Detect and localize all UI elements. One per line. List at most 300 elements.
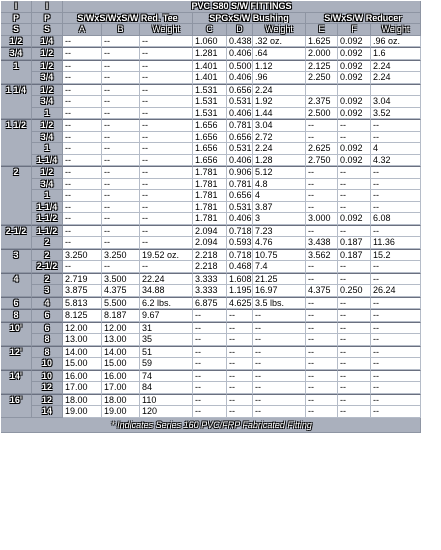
value-cell: -- bbox=[63, 36, 102, 48]
ips-outlet-cell: 1/4 bbox=[32, 36, 63, 48]
value-cell: 3.52 bbox=[371, 108, 421, 120]
value-cell: 0.656 bbox=[229, 84, 252, 95]
value-cell: 74 bbox=[140, 370, 193, 383]
value-cell: 15.2 bbox=[371, 249, 421, 262]
value-cell: -- bbox=[338, 179, 371, 191]
value-cell: -- bbox=[140, 225, 193, 238]
ips-outlet-cell: 14 bbox=[32, 406, 63, 418]
ips-outlet-cell: 2 bbox=[32, 249, 63, 262]
value-cell: 0.092 bbox=[338, 47, 371, 60]
value-cell: 0.531 bbox=[229, 96, 252, 107]
value-cell: -- bbox=[63, 237, 102, 249]
value-cell: 0.092 bbox=[338, 213, 371, 225]
value-cell: -- bbox=[63, 72, 102, 84]
ips-right-top: I bbox=[32, 1, 63, 13]
value-cell: -- bbox=[102, 225, 140, 238]
value-cell: -- bbox=[63, 155, 102, 167]
value-cell: 4.625 bbox=[229, 297, 252, 308]
value-cell: -- bbox=[306, 273, 338, 286]
value-cell bbox=[306, 84, 338, 97]
value-cell: 0.187 bbox=[338, 237, 371, 249]
value-cell bbox=[371, 84, 421, 97]
value-cell: 3.333 bbox=[193, 273, 227, 286]
value-cell: -- bbox=[63, 213, 102, 225]
value-cell: -- bbox=[306, 382, 338, 394]
value-cell: 1.401 bbox=[193, 72, 227, 84]
value-cell: 3.500 bbox=[102, 273, 140, 286]
table-row bbox=[1, 370, 421, 383]
value-cell: 0.406 bbox=[229, 48, 252, 59]
value-cell: 18.00 bbox=[102, 394, 140, 407]
value-cell: -- bbox=[227, 406, 253, 418]
ips-outlet-cell: 1/2 bbox=[32, 60, 63, 73]
ips-outlet-cell: 1 bbox=[32, 190, 63, 202]
value-cell: -- bbox=[306, 309, 338, 322]
table-row bbox=[1, 249, 421, 262]
value-cell: 3.5 lbs. bbox=[253, 297, 306, 310]
value-cell: -- bbox=[140, 47, 193, 60]
value-cell: 4.375 bbox=[102, 285, 140, 297]
value-cell: 0.656 bbox=[229, 131, 252, 142]
table-row bbox=[1, 346, 421, 359]
col-header-weight-bushing: Weight bbox=[253, 24, 306, 36]
header-row-groups bbox=[1, 13, 421, 25]
value-cell: -- bbox=[338, 394, 371, 407]
value-cell: 1.060 bbox=[193, 36, 227, 48]
value-cell: -- bbox=[63, 190, 102, 202]
value-cell: -- bbox=[193, 346, 227, 359]
ips-size-cell: 3/4 bbox=[1, 47, 32, 60]
header-row-title bbox=[1, 1, 421, 13]
value-cell: 2.24 bbox=[253, 84, 306, 97]
value-cell: 5.813 bbox=[63, 297, 102, 310]
value-cell: -- bbox=[63, 47, 102, 60]
value-cell: 17.00 bbox=[102, 382, 140, 394]
table-row bbox=[1, 394, 421, 407]
value-cell: 3.250 bbox=[102, 249, 140, 262]
value-cell: -- bbox=[371, 166, 421, 179]
value-cell: -- bbox=[140, 166, 193, 179]
ips-size-cell: 16' bbox=[1, 394, 32, 418]
value-cell: -- bbox=[102, 132, 140, 144]
value-cell: -- bbox=[306, 297, 338, 310]
value-cell: 4.32 bbox=[371, 155, 421, 167]
ips-size-cell: 12' bbox=[1, 346, 32, 370]
value-cell: -- bbox=[227, 370, 253, 383]
value-cell: 120 bbox=[140, 406, 193, 418]
value-cell: 6.2 lbs. bbox=[140, 297, 193, 310]
value-cell: -- bbox=[102, 237, 140, 249]
value-cell: -- bbox=[371, 119, 421, 132]
value-cell: 34.88 bbox=[140, 285, 193, 297]
value-cell: 51 bbox=[140, 346, 193, 359]
ips-outlet-cell: 1 bbox=[32, 108, 63, 120]
ips-outlet-cell: 3/4 bbox=[32, 179, 63, 191]
value-cell: 1.608 bbox=[229, 273, 252, 284]
value-cell: 3.04 bbox=[253, 119, 306, 132]
col-header-e: E bbox=[306, 24, 338, 36]
value-cell: -- bbox=[371, 179, 421, 191]
value-cell: -- bbox=[227, 382, 253, 394]
table-row bbox=[1, 202, 421, 214]
ips-outlet-cell: 1-1/2 bbox=[32, 213, 63, 225]
table-row bbox=[1, 273, 421, 286]
value-cell: -- bbox=[253, 346, 306, 359]
value-cell: 6.875 bbox=[193, 297, 227, 310]
value-cell: 3.250 bbox=[63, 249, 102, 262]
value-cell: -- bbox=[63, 179, 102, 191]
value-cell: 2.24 bbox=[253, 143, 306, 155]
ips-outlet-cell: 6 bbox=[32, 322, 63, 335]
value-cell: -- bbox=[253, 358, 306, 370]
value-cell: -- bbox=[63, 132, 102, 144]
ips-outlet-cell: 2-1/2 bbox=[32, 261, 63, 273]
value-cell: 16.00 bbox=[102, 370, 140, 383]
value-cell: 22.24 bbox=[140, 273, 193, 286]
ips-outlet-cell: 1/2 bbox=[32, 47, 63, 60]
value-cell: -- bbox=[253, 394, 306, 407]
value-cell: 0.092 bbox=[338, 36, 371, 48]
col-header-d: D bbox=[227, 24, 253, 36]
value-cell: -- bbox=[371, 394, 421, 407]
ips-outlet-cell: 1 bbox=[32, 143, 63, 155]
value-cell: 8.187 bbox=[102, 309, 140, 322]
value-cell: -- bbox=[338, 382, 371, 394]
value-cell: -- bbox=[102, 155, 140, 167]
value-cell: 4.375 bbox=[306, 285, 338, 297]
value-cell: 2.000 bbox=[306, 47, 338, 60]
value-cell: -- bbox=[371, 225, 421, 238]
value-cell: 0.656 bbox=[229, 190, 252, 201]
ips-outlet-cell: 1-1/4 bbox=[32, 155, 63, 167]
value-cell: 26.24 bbox=[371, 285, 421, 297]
value-cell: 2.250 bbox=[306, 72, 338, 84]
value-cell: 5.500 bbox=[102, 297, 140, 310]
table-row bbox=[1, 179, 421, 191]
value-cell: 0.250 bbox=[338, 285, 371, 297]
value-cell: -- bbox=[140, 132, 193, 144]
value-cell: 11.36 bbox=[371, 237, 421, 249]
ips-outlet-cell: 3 bbox=[32, 285, 63, 297]
value-cell: -- bbox=[193, 370, 227, 383]
ips-outlet-cell: 1/2 bbox=[32, 84, 63, 97]
value-cell: -- bbox=[371, 297, 421, 310]
value-cell: -- bbox=[140, 202, 193, 214]
value-cell: 2.24 bbox=[371, 60, 421, 73]
value-cell: -- bbox=[338, 406, 371, 418]
value-cell: .96 oz. bbox=[371, 36, 421, 48]
value-cell: -- bbox=[338, 370, 371, 383]
value-cell: -- bbox=[306, 225, 338, 238]
value-cell: -- bbox=[306, 119, 338, 132]
value-cell: 0.593 bbox=[229, 237, 252, 248]
value-cell: 15.00 bbox=[63, 358, 102, 370]
value-cell: 2.094 bbox=[193, 225, 227, 238]
value-cell: -- bbox=[338, 334, 371, 346]
value-cell: .96 bbox=[253, 72, 306, 84]
value-cell: -- bbox=[227, 322, 253, 335]
value-cell: -- bbox=[140, 190, 193, 202]
value-cell: -- bbox=[63, 84, 102, 97]
value-cell: 3.438 bbox=[306, 237, 338, 249]
value-cell: 13.00 bbox=[63, 334, 102, 346]
col-header-weight-reducer: Weight bbox=[371, 24, 421, 36]
value-cell: 19.00 bbox=[102, 406, 140, 418]
value-cell: -- bbox=[102, 179, 140, 191]
table-row bbox=[1, 382, 421, 394]
group-reducer: S/WxS/W Reducer bbox=[306, 13, 421, 25]
value-cell: 1.281 bbox=[193, 47, 227, 60]
ips-size-cell: 6 bbox=[1, 297, 32, 310]
value-cell: 3.562 bbox=[306, 249, 338, 262]
value-cell: -- bbox=[338, 309, 371, 322]
ips-size-cell: 1/2 bbox=[1, 36, 32, 48]
value-cell: 2.625 bbox=[306, 143, 338, 155]
value-cell: 2.500 bbox=[306, 108, 338, 120]
value-cell: -- bbox=[102, 190, 140, 202]
ips-outlet-cell: 1-1/4 bbox=[32, 202, 63, 214]
group-red-tee: S/WxS/WxS/W Red. Tee bbox=[63, 13, 193, 25]
value-cell: 2.218 bbox=[193, 249, 227, 262]
value-cell: 31 bbox=[140, 322, 193, 335]
value-cell: -- bbox=[140, 96, 193, 108]
value-cell: -- bbox=[227, 309, 253, 322]
value-cell: -- bbox=[306, 406, 338, 418]
value-cell: 1.781 bbox=[193, 166, 227, 179]
value-cell: 1.6 bbox=[371, 47, 421, 60]
value-cell: -- bbox=[102, 108, 140, 120]
table-row bbox=[1, 143, 421, 155]
value-cell: -- bbox=[306, 179, 338, 191]
value-cell: -- bbox=[338, 202, 371, 214]
value-cell: 2.719 bbox=[63, 273, 102, 286]
value-cell: 2.24 bbox=[371, 72, 421, 84]
ips-outlet-cell: 12 bbox=[32, 382, 63, 394]
value-cell: 0.092 bbox=[338, 60, 371, 73]
ips-outlet-cell: 3/4 bbox=[32, 132, 63, 144]
ips-outlet-cell: 2 bbox=[32, 237, 63, 249]
table-row bbox=[1, 108, 421, 120]
value-cell: -- bbox=[102, 96, 140, 108]
value-cell: -- bbox=[253, 309, 306, 322]
value-cell: -- bbox=[371, 358, 421, 370]
table-row bbox=[1, 60, 421, 73]
value-cell: 7.23 bbox=[253, 225, 306, 238]
value-cell: 0.468 bbox=[229, 261, 252, 272]
ips-size-cell: 10' bbox=[1, 322, 32, 346]
ips-outlet-cell: 8 bbox=[32, 346, 63, 359]
table-row bbox=[1, 132, 421, 144]
value-cell: 3.333 bbox=[193, 285, 227, 297]
value-cell: .32 oz. bbox=[253, 36, 306, 48]
value-cell: 59 bbox=[140, 358, 193, 370]
value-cell: 3.000 bbox=[306, 213, 338, 225]
value-cell: -- bbox=[63, 166, 102, 179]
value-cell: -- bbox=[338, 190, 371, 202]
value-cell: -- bbox=[63, 119, 102, 132]
value-cell: -- bbox=[371, 370, 421, 383]
footer-row bbox=[1, 418, 421, 433]
value-cell: 0.092 bbox=[338, 72, 371, 84]
ips-outlet-cell: 1-1/2 bbox=[32, 225, 63, 238]
value-cell: 0.718 bbox=[229, 249, 252, 260]
value-cell: -- bbox=[306, 322, 338, 335]
table-title: PVC S80 S/W FITTINGS bbox=[63, 1, 421, 13]
value-cell: 4 bbox=[253, 190, 306, 202]
value-cell: -- bbox=[306, 394, 338, 407]
value-cell: -- bbox=[63, 225, 102, 238]
value-cell: -- bbox=[227, 358, 253, 370]
value-cell: 0.092 bbox=[338, 143, 371, 155]
value-cell: -- bbox=[371, 190, 421, 202]
value-cell: 0.906 bbox=[229, 167, 252, 178]
table-row bbox=[1, 322, 421, 335]
value-cell: -- bbox=[306, 346, 338, 359]
value-cell: -- bbox=[193, 309, 227, 322]
table-row bbox=[1, 406, 421, 418]
value-cell: 15.00 bbox=[102, 358, 140, 370]
table-row bbox=[1, 166, 421, 179]
value-cell: 14.00 bbox=[63, 346, 102, 359]
value-cell: -- bbox=[140, 261, 193, 273]
value-cell: -- bbox=[253, 322, 306, 335]
value-cell: 1.401 bbox=[193, 60, 227, 73]
value-cell: 1.531 bbox=[193, 84, 227, 97]
value-cell: 17.00 bbox=[63, 382, 102, 394]
value-cell: -- bbox=[140, 36, 193, 48]
value-cell: -- bbox=[227, 346, 253, 359]
table-row bbox=[1, 155, 421, 167]
value-cell: 19.00 bbox=[63, 406, 102, 418]
table-row bbox=[1, 309, 421, 322]
value-cell: -- bbox=[102, 202, 140, 214]
value-cell: 5.12 bbox=[253, 166, 306, 179]
ips-size-cell: 2 bbox=[1, 166, 32, 225]
table-row bbox=[1, 47, 421, 60]
value-cell: .64 bbox=[253, 47, 306, 60]
ips-size-cell: 2-1/2 bbox=[1, 225, 32, 249]
value-cell: -- bbox=[306, 166, 338, 179]
ips-right-mid: P bbox=[32, 13, 63, 25]
col-header-b: B bbox=[102, 24, 140, 36]
value-cell: 2.375 bbox=[306, 96, 338, 108]
value-cell: -- bbox=[338, 273, 371, 286]
value-cell: 2.218 bbox=[193, 261, 227, 273]
value-cell: -- bbox=[371, 346, 421, 359]
table-row bbox=[1, 213, 421, 225]
ips-outlet-cell: 1/2 bbox=[32, 119, 63, 132]
value-cell: 3.875 bbox=[63, 285, 102, 297]
value-cell: -- bbox=[140, 155, 193, 167]
value-cell: 0.406 bbox=[229, 213, 252, 224]
value-cell: 2.094 bbox=[193, 237, 227, 249]
ips-size-cell: 1 bbox=[1, 60, 32, 84]
value-cell: -- bbox=[193, 394, 227, 407]
ips-left-bottom: S bbox=[1, 24, 32, 36]
value-cell: -- bbox=[371, 273, 421, 286]
value-cell: 1.781 bbox=[193, 213, 227, 225]
value-cell: 3.87 bbox=[253, 202, 306, 214]
value-cell: 7.4 bbox=[253, 261, 306, 273]
value-cell: 0.531 bbox=[229, 143, 252, 154]
value-cell: 8.125 bbox=[63, 309, 102, 322]
value-cell: -- bbox=[371, 382, 421, 394]
table-row bbox=[1, 285, 421, 297]
value-cell: 84 bbox=[140, 382, 193, 394]
value-cell: -- bbox=[253, 382, 306, 394]
value-cell: -- bbox=[193, 406, 227, 418]
value-cell: -- bbox=[102, 213, 140, 225]
value-cell: 6.08 bbox=[371, 213, 421, 225]
value-cell: 4.8 bbox=[253, 179, 306, 191]
value-cell: 0.092 bbox=[338, 96, 371, 108]
value-cell: 16.97 bbox=[253, 285, 306, 297]
ips-left-mid: P bbox=[1, 13, 32, 25]
value-cell: -- bbox=[140, 108, 193, 120]
table-row bbox=[1, 96, 421, 108]
value-cell: -- bbox=[63, 261, 102, 273]
value-cell: 0.500 bbox=[229, 60, 252, 71]
value-cell: -- bbox=[102, 119, 140, 132]
table-row bbox=[1, 225, 421, 238]
ips-left-top: I bbox=[1, 1, 32, 13]
value-cell: -- bbox=[253, 406, 306, 418]
value-cell: 2.750 bbox=[306, 155, 338, 167]
ips-outlet-cell: 3/4 bbox=[32, 72, 63, 84]
value-cell: 0.092 bbox=[338, 108, 371, 120]
value-cell: -- bbox=[338, 358, 371, 370]
value-cell: -- bbox=[140, 143, 193, 155]
value-cell: 1.531 bbox=[193, 96, 227, 108]
value-cell: 0.531 bbox=[229, 201, 252, 212]
group-bushing: SPGxS/W Bushing bbox=[193, 13, 306, 25]
ips-outlet-cell: 8 bbox=[32, 334, 63, 346]
value-cell: -- bbox=[306, 261, 338, 273]
value-cell: 2.72 bbox=[253, 132, 306, 144]
ips-size-cell: 1 1/4 bbox=[1, 84, 32, 120]
value-cell: -- bbox=[193, 382, 227, 394]
value-cell: -- bbox=[140, 60, 193, 73]
value-cell: 1.781 bbox=[193, 179, 227, 191]
table-row bbox=[1, 119, 421, 132]
value-cell: -- bbox=[102, 47, 140, 60]
value-cell: 1.781 bbox=[193, 190, 227, 202]
value-cell: -- bbox=[306, 370, 338, 383]
value-cell: -- bbox=[371, 334, 421, 346]
value-cell bbox=[338, 84, 371, 97]
value-cell: 0.406 bbox=[229, 72, 252, 83]
value-cell: -- bbox=[63, 96, 102, 108]
fittings-table-body bbox=[1, 1, 421, 418]
value-cell: 1.44 bbox=[253, 108, 306, 120]
fittings-table bbox=[1, 1, 421, 433]
value-cell: 1.656 bbox=[193, 119, 227, 132]
header-row-columns bbox=[1, 24, 421, 36]
ips-outlet-cell: 3/4 bbox=[32, 96, 63, 108]
value-cell: 3.04 bbox=[371, 96, 421, 108]
table-row bbox=[1, 261, 421, 273]
value-cell: 110 bbox=[140, 394, 193, 407]
value-cell: 10.75 bbox=[253, 249, 306, 262]
value-cell: -- bbox=[338, 322, 371, 335]
ips-size-cell: 14' bbox=[1, 370, 32, 394]
value-cell: 1.781 bbox=[193, 202, 227, 214]
value-cell: 19.52 oz. bbox=[140, 249, 193, 262]
value-cell: 0.438 bbox=[229, 35, 252, 46]
table-row bbox=[1, 84, 421, 97]
value-cell: -- bbox=[253, 334, 306, 346]
value-cell: 12.00 bbox=[102, 322, 140, 335]
